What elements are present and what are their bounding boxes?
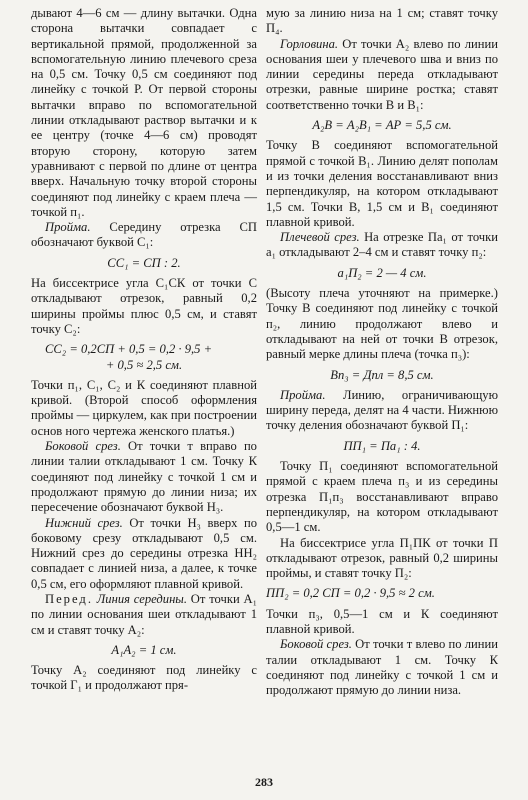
- paragraph: Точку А₂ соединяют под линейку с точкой Г₁ и продолжают пря-: [31, 663, 257, 693]
- formula: А₂В = А₂В₁ = АР = 5,5 см.: [312, 118, 452, 133]
- paragraph-text: Линию, ограничивающую ширину переда, делят на 4 части. Нижнюю точку деления обозначают буквой П₁:: [266, 387, 498, 433]
- page-number: 283: [255, 775, 273, 789]
- paragraph: [266, 388, 498, 434]
- formula: Вп₃ = Дпл = 8,5 см.: [330, 367, 434, 382]
- paragraph: мую за линию низа на 1 см; ставят точку П₄.: [266, 6, 498, 36]
- paragraph-text: От точки А₂ влево по линии основания шеи у плечевого шва и вниз по линии середины переда откладывают отрезки, равные ширине ростка; ставят соответственно точки В и В₁:: [266, 36, 498, 112]
- paragraph: дывают 4—6 см — длину вытачки. Одна сторона вытачки совпадает с вертикальной прямой, продолженной за вспомогательную линию плечевого среза на 0,5 см. Точку 0,5 см соединяют под линейку с точкой Р. От первой стороны вытачки вправо по вспомогательной линии откладывают раствор вытачки и к ее центру (точке 4—6 см) проводят вторую сторону, которую затем уравнивают с первой по длине от центра вверх. Начальную точку второй стороны соединяют под линейку с краем плеча — точкой п₁.: [31, 6, 257, 219]
- formula: ПП₂ = 0,2 СП = 0,2 · 9,5 ≈ 2 см.: [266, 586, 435, 601]
- section-heading: Перед.: [45, 591, 93, 606]
- paragraph: Точку В соединяют вспомогательной прямой с точкой В₁. Линию делят пополам и из точки деления восстанавливают вниз перпендикуляр, на котором откладывают 1,5 см. Точки В, 1,5 см и В₁ соединяют плавной кривой.: [266, 138, 498, 229]
- paragraph: [266, 637, 498, 698]
- paragraph: На биссектрисе угла С₁СК от точки С откладывают отрезок, равный 0,2 ширины проймы плюс 0,5 см, и ставят точку С₂:: [31, 276, 257, 336]
- paragraph: [31, 516, 257, 592]
- right-column: [266, 6, 498, 698]
- subsection-heading: Линия середины.: [92, 591, 187, 606]
- paragraph: [266, 37, 498, 113]
- formula: + 0,5 ≈ 2,5 см.: [105, 357, 183, 372]
- paragraph-text: На отрезке Па₁ от точки а₁ откладывают 2–4 см и ставят точку п₂:: [266, 230, 498, 260]
- paragraph: На биссектрисе угла П₁ПК от точки П откладывают отрезок, равный 0,2 ширины проймы, и ставят точку П₂:: [266, 535, 498, 581]
- paragraph: [31, 220, 257, 251]
- left-column: [31, 6, 257, 694]
- paragraph: [31, 439, 257, 515]
- section-heading: Горловина.: [280, 36, 339, 51]
- paragraph: [266, 230, 498, 261]
- section-heading: Пройма.: [280, 387, 326, 402]
- paragraph: (Высоту плеча уточняют на примерке.) Точку В соединяют под линейку с точкой п₂, линию продолжают влево и откладывают на ней от точки В отрезок, равный мерке длины плеча (точка п₃):: [266, 286, 498, 362]
- section-heading: Нижний срез.: [45, 515, 123, 530]
- formula: СС₁ = СП : 2.: [107, 255, 181, 270]
- formula: ПП₁ = Па₁ : 4.: [343, 438, 421, 453]
- paragraph-text: От точки Н₃ вверх по боковому срезу откладывают 0,5 см. Нижний срез до середины отрезка НН₂ совпадает с линией низа, а далее, к точке 0,5 см, его оформляют плавной кривой.: [31, 515, 257, 591]
- paragraph: Точку П₁ соединяют вспомогательной прямой с краем плеча п₃ и из середины отрезка П₁п₃ восстанавливают вправо перпендикуляр, на котором откладывают 0,5—1 см.: [266, 459, 498, 535]
- section-heading: Пройма.: [45, 220, 91, 235]
- paragraph: Точки п₃, 0,5—1 см и К соединяют плавной кривой.: [266, 606, 498, 636]
- formula: СС₂ = 0,2СП + 0,5 = 0,2 · 9,5 +: [45, 342, 213, 357]
- paragraph-text: От точки т влево по линии талии откладывают 1 см. Точку К соединяют под линейку с точкой 1 см и продолжают прямую до линии низа.: [266, 637, 498, 698]
- formula: А₁А₂ = 1 см.: [111, 642, 177, 657]
- paragraph: [31, 592, 257, 638]
- paragraph: Точки п₁, С₁, С₂ и К соединяют плавной кривой. (Второй способ оформления проймы — циркулем, как при построении основ ного чертежа женского платья.): [31, 377, 257, 438]
- paragraph-text: Середину отрезка СП обозначают буквой С₁:: [31, 220, 257, 250]
- paragraph-text: От точки т вправо по линии талии откладывают 1 см. Точку К соединяют под линейку с точкой 1 см и продолжают прямую до линии низа; их пересечение обозначают буквой Н₃.: [31, 439, 257, 515]
- section-heading: Плечевой срез.: [280, 230, 360, 245]
- section-heading: Боковой срез.: [45, 439, 121, 454]
- section-heading: Боковой срез.: [280, 637, 352, 652]
- paragraph-text: От точки А₁ по линии основания шеи откладывают 1 см и ставят точку А₂:: [31, 591, 258, 637]
- formula: а₁П₂ = 2 — 4 см.: [337, 265, 427, 280]
